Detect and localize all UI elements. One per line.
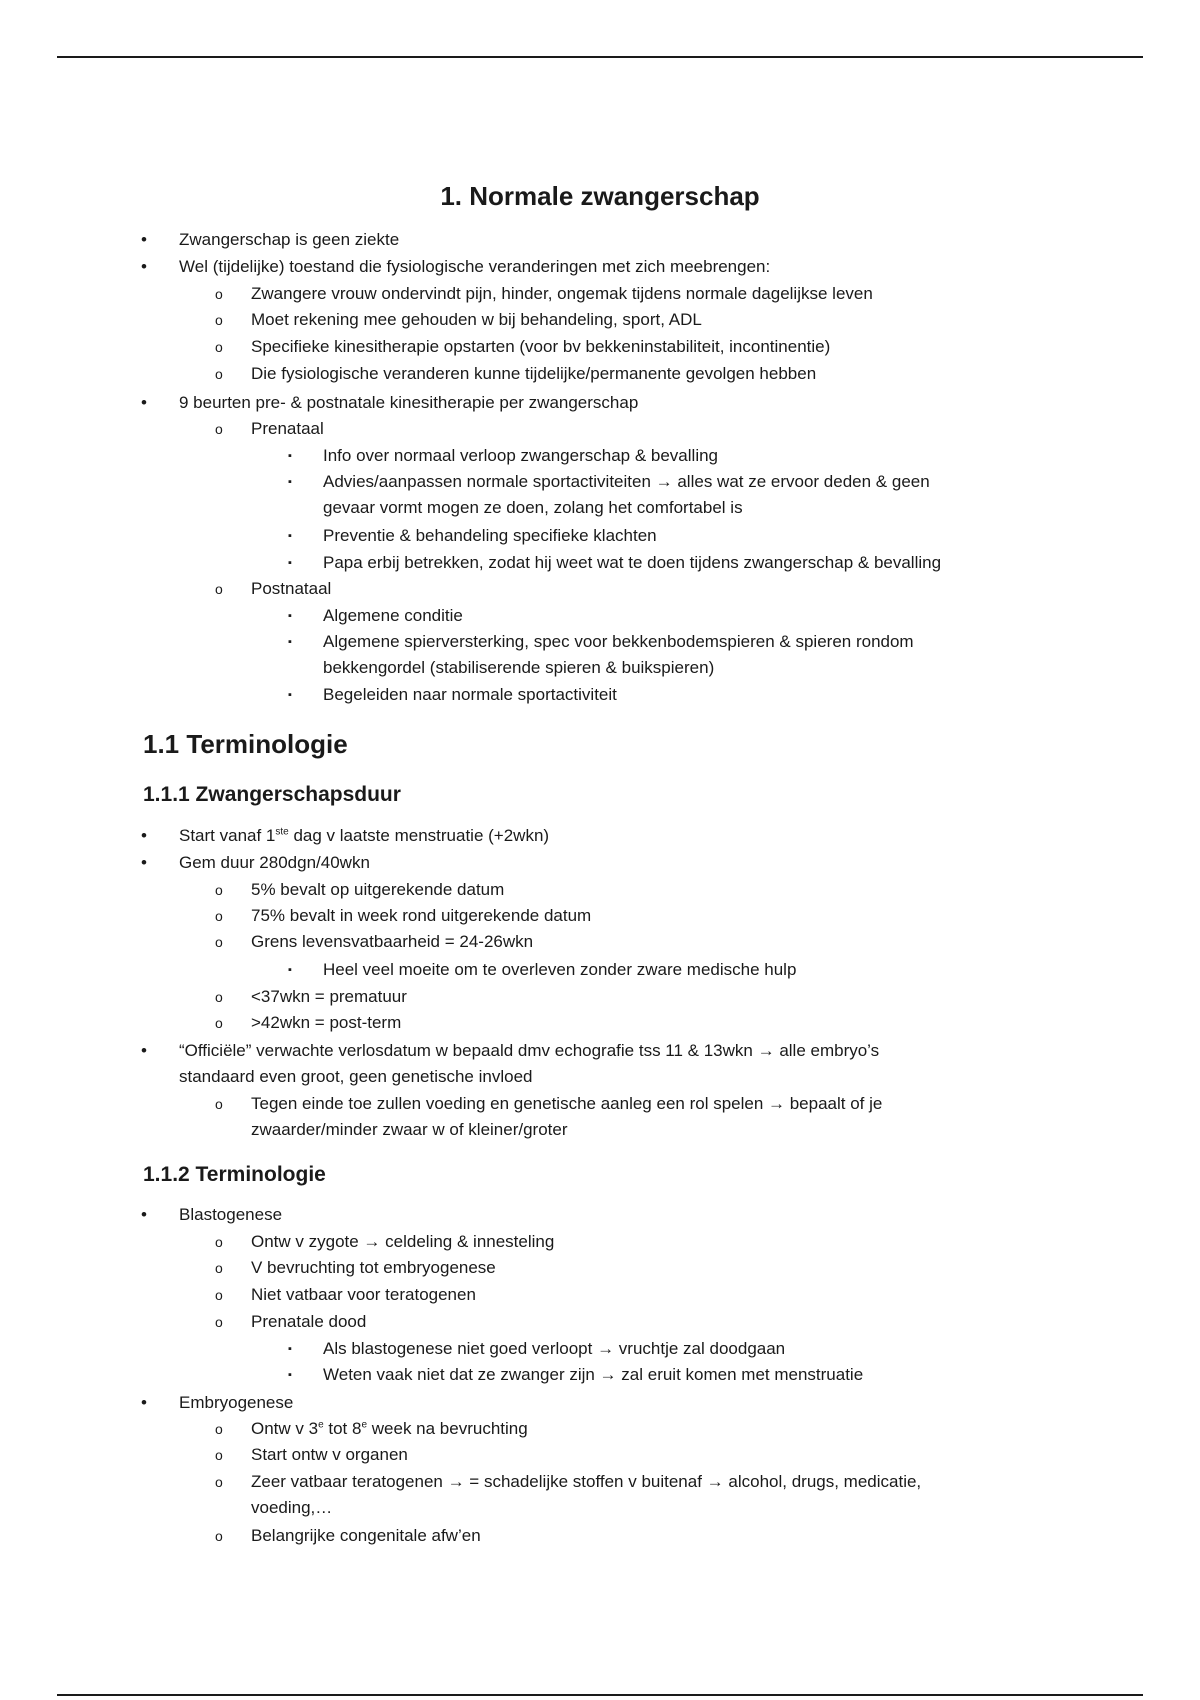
square-bullet-icon: ▪ (288, 557, 292, 569)
circle-bullet-icon: o (215, 339, 223, 355)
square-bullet-icon: ▪ (288, 689, 292, 701)
list-item: Algemene spierversterking, spec voor bekkenbodemspieren & spieren rondom (323, 632, 914, 651)
circle-bullet-icon: o (215, 882, 223, 898)
list-item: Grens levensvatbaarheid = 24-26wkn (251, 932, 534, 951)
section-heading: 1.1 Terminologie (143, 729, 348, 759)
square-bullet-icon: ▪ (288, 530, 292, 542)
circle-bullet-icon: o (215, 421, 223, 437)
circle-bullet-icon: o (215, 934, 223, 950)
list-item: V bevruchting tot embryogenese (251, 1258, 496, 1277)
list-item: Zwangere vrouw ondervindt pijn, hinder, ongemak tijdens normale dagelijkse leven (251, 284, 873, 303)
circle-bullet-icon: o (215, 1234, 223, 1250)
list-item: Prenataal (251, 419, 324, 438)
list-item: Als blastogenese niet goed verloopt → vruchtje zal doodgaan (323, 1339, 786, 1358)
list-item: Wel (tijdelijke) toestand die fysiologische veranderingen met zich meebrengen: (179, 257, 771, 276)
circle-bullet-icon: o (215, 366, 223, 382)
bullet-icon: • (141, 826, 147, 845)
list-item: Belangrijke congenitale afw’en (251, 1526, 481, 1545)
list-item: Niet vatbaar voor teratogenen (251, 1285, 476, 1304)
list-item-continued: gevaar vormt mogen ze doen, zolang het comfortabel is (323, 498, 743, 517)
list-item-continued: bekkengordel (stabiliserende spieren & buikspieren) (323, 658, 715, 677)
square-bullet-icon: ▪ (288, 450, 292, 462)
list-item: Embryogenese (179, 1393, 294, 1412)
list-item: >42wkn = post-term (251, 1013, 402, 1032)
list-item: Moet rekening mee gehouden w bij behandeling, sport, ADL (251, 310, 702, 329)
list-item: Zwangerschap is geen ziekte (179, 230, 400, 249)
circle-bullet-icon: o (215, 989, 223, 1005)
square-bullet-icon: ▪ (288, 1343, 292, 1355)
bullet-icon: • (141, 257, 147, 276)
list-item: Info over normaal verloop zwangerschap & bevalling (323, 446, 719, 465)
circle-bullet-icon: o (215, 1260, 223, 1276)
bullet-icon: • (141, 393, 147, 412)
list-item-continued: standaard even groot, geen genetische invloed (179, 1067, 533, 1086)
list-item: Weten vaak niet dat ze zwanger zijn → zal eruit komen met menstruatie (323, 1365, 864, 1384)
page-title: 1. Normale zwangerschap (440, 181, 760, 211)
list-item: Postnataal (251, 579, 332, 598)
square-bullet-icon: ▪ (288, 476, 292, 488)
list-item: Zeer vatbaar teratogenen → = schadelijke stoffen v buitenaf → alcohol, drugs, medicatie, (251, 1472, 922, 1491)
list-item: Blastogenese (179, 1205, 283, 1224)
circle-bullet-icon: o (215, 286, 223, 302)
list-item: Ontw v zygote → celdeling & innesteling (251, 1232, 555, 1251)
list-item: 9 beurten pre- & postnatale kinesitherapie per zwangerschap (179, 393, 639, 412)
list-item-continued: zwaarder/minder zwaar w of kleiner/groter (251, 1120, 568, 1139)
circle-bullet-icon: o (215, 908, 223, 924)
circle-bullet-icon: o (215, 1314, 223, 1330)
footer-rule (57, 1694, 1143, 1696)
list-item: <37wkn = prematuur (251, 987, 407, 1006)
bullet-icon: • (141, 1393, 147, 1412)
list-item: Tegen einde toe zullen voeding en genetische aanleg een rol spelen → bepaalt of je (251, 1094, 883, 1113)
header-rule (57, 56, 1143, 58)
list-item: Heel veel moeite om te overleven zonder zware medische hulp (323, 960, 797, 979)
circle-bullet-icon: o (215, 1474, 223, 1490)
square-bullet-icon: ▪ (288, 964, 292, 976)
bullet-icon: • (141, 230, 147, 249)
list-item: 75% bevalt in week rond uitgerekende datum (251, 906, 592, 925)
square-bullet-icon: ▪ (288, 636, 292, 648)
circle-bullet-icon: o (215, 1015, 223, 1031)
list-item: Preventie & behandeling specifieke klachten (323, 526, 657, 545)
list-item: Papa erbij betrekken, zodat hij weet wat te doen tijdens zwangerschap & bevalling (323, 553, 942, 572)
circle-bullet-icon: o (215, 581, 223, 597)
list-item: Start ontw v organen (251, 1445, 408, 1464)
list-item: Ontw v 3e tot 8e week na bevruchting (251, 1419, 528, 1438)
list-item: Advies/aanpassen normale sportactiviteiten → alles wat ze ervoor deden & geen (323, 472, 930, 491)
list-item: Algemene conditie (323, 606, 463, 625)
circle-bullet-icon: o (215, 1096, 223, 1112)
list-item: Prenatale dood (251, 1312, 367, 1331)
list-item: Die fysiologische veranderen kunne tijdelijke/permanente gevolgen hebben (251, 364, 817, 383)
bullet-icon: • (141, 853, 147, 872)
subsection-heading: 1.1.1 Zwangerschapsduur (143, 783, 401, 806)
list-item-continued: voeding,… (251, 1498, 333, 1517)
square-bullet-icon: ▪ (288, 1369, 292, 1381)
square-bullet-icon: ▪ (288, 610, 292, 622)
circle-bullet-icon: o (215, 1528, 223, 1544)
circle-bullet-icon: o (215, 1447, 223, 1463)
list-item: Specifieke kinesitherapie opstarten (voor bv bekkeninstabiliteit, incontinentie) (251, 337, 831, 356)
list-item: 5% bevalt op uitgerekende datum (251, 880, 505, 899)
list-item: Gem duur 280dgn/40wkn (179, 853, 370, 872)
list-item: Begeleiden naar normale sportactiviteit (323, 685, 617, 704)
bullet-icon: • (141, 1041, 147, 1060)
subsection-heading: 1.1.2 Terminologie (143, 1163, 326, 1186)
circle-bullet-icon: o (215, 1287, 223, 1303)
circle-bullet-icon: o (215, 1421, 223, 1437)
circle-bullet-icon: o (215, 312, 223, 328)
list-item: Start vanaf 1ste dag v laatste menstruatie (+2wkn) (179, 826, 550, 845)
list-item: “Officiële” verwachte verlosdatum w bepaald dmv echografie tss 11 & 13wkn → alle embryo’s (179, 1041, 880, 1060)
bullet-icon: • (141, 1205, 147, 1224)
